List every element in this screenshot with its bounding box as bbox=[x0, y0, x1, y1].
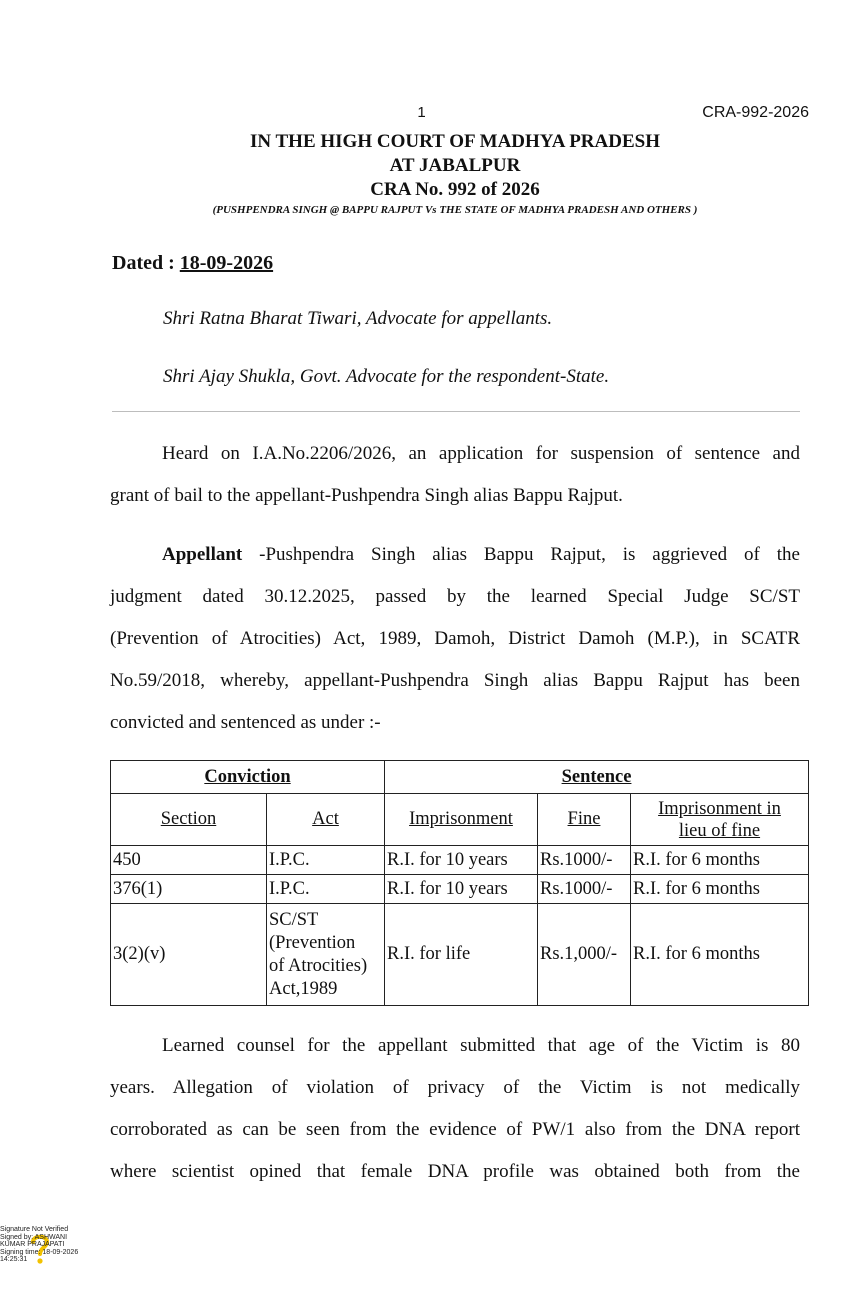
column-fine: Fine bbox=[538, 794, 631, 846]
cell-lieu: R.I. for 6 months bbox=[631, 904, 809, 1006]
advocate-appellant: Shri Ratna Bharat Tiwari, Advocate for appellants. bbox=[163, 308, 553, 329]
cell-section: 376(1) bbox=[111, 875, 267, 904]
cell-fine: Rs.1000/- bbox=[538, 875, 631, 904]
order-date-value: 18-09-2026 bbox=[179, 252, 274, 274]
paragraph-line bbox=[110, 534, 800, 576]
paragraph-line: Learned counsel for the appellant submitted that age of the Victim is 80 bbox=[162, 1035, 800, 1056]
order-date-label: Dated : bbox=[112, 252, 180, 274]
paragraph-line: grant of bail to the appellant-Pushpendra Singh alias Bappu Rajput. bbox=[110, 485, 623, 506]
digital-signature-stamp bbox=[0, 1226, 80, 1264]
cell-lieu: R.I. for 6 months bbox=[631, 875, 809, 904]
paragraph-heard bbox=[110, 433, 800, 517]
case-parties: (PUSHPENDRA SINGH @ BAPPU RAJPUT Vs THE STATE OF MADHYA PRADESH AND OTHERS ) bbox=[212, 204, 698, 216]
sentence-table bbox=[110, 760, 809, 1006]
page-number: 1 bbox=[417, 104, 426, 121]
paragraph-line: No.59/2018, whereby, appellant-Pushpendra Singh alias Bappu Rajput has been bbox=[110, 670, 800, 691]
signature-status: Signature Not Verified bbox=[0, 1226, 69, 1233]
table-row bbox=[111, 846, 809, 875]
court-bench: AT JABALPUR bbox=[389, 155, 521, 176]
cell-act: SC/ST (Prevention of Atrocities) Act,1989 bbox=[267, 904, 385, 1006]
cell-act: I.P.C. bbox=[267, 875, 385, 904]
cell-section: 450 bbox=[111, 846, 267, 875]
conviction-header: Conviction bbox=[111, 761, 385, 794]
paragraph-line: years. Allegation of violation of privacy of the Victim is not medically bbox=[110, 1077, 800, 1098]
paragraph-text: -Pushpendra Singh alias Bappu Rajput, is aggrieved of the bbox=[242, 544, 800, 565]
paragraph-line: convicted and sentenced as under :- bbox=[110, 712, 381, 733]
paragraph-line: corroborated as can be seen from the evidence of PW/1 also from the DNA report bbox=[110, 1119, 800, 1140]
case-reference: CRA-992-2026 bbox=[702, 104, 809, 121]
paragraph-appellant bbox=[110, 534, 800, 744]
case-number: CRA No. 992 of 2026 bbox=[370, 179, 540, 200]
sentence-header: Sentence bbox=[385, 761, 809, 794]
cell-fine: Rs.1000/- bbox=[538, 846, 631, 875]
cell-lieu: R.I. for 6 months bbox=[631, 846, 809, 875]
paragraph-submission bbox=[110, 1025, 800, 1193]
paragraph-line: judgment dated 30.12.2025, passed by the learned Special Judge SC/ST bbox=[110, 586, 800, 607]
cell-fine: Rs.1,000/- bbox=[538, 904, 631, 1006]
cell-act: I.P.C. bbox=[267, 846, 385, 875]
signature-signer-name: KUMAR PRAJAPATI bbox=[0, 1241, 65, 1248]
table-row bbox=[111, 875, 809, 904]
column-lieu-of-fine: Imprisonment in lieu of fine bbox=[631, 794, 809, 846]
cell-imprisonment: R.I. for life bbox=[385, 904, 538, 1006]
table-column-header bbox=[111, 794, 809, 846]
court-name: IN THE HIGH COURT OF MADHYA PRADESH bbox=[249, 131, 660, 152]
column-section: Section bbox=[111, 794, 267, 846]
appellant-label: Appellant bbox=[162, 544, 243, 565]
paragraph-line: where scientist opined that female DNA profile was obtained both from the bbox=[110, 1161, 800, 1182]
divider bbox=[112, 411, 800, 412]
signature-signer: Signed by: ASHWANI bbox=[0, 1233, 68, 1241]
column-imprisonment: Imprisonment bbox=[385, 794, 538, 846]
cell-section: 3(2)(v) bbox=[111, 904, 267, 1006]
order-date bbox=[112, 252, 273, 275]
cell-imprisonment: R.I. for 10 years bbox=[385, 846, 538, 875]
table-row bbox=[111, 904, 809, 1006]
column-act: Act bbox=[267, 794, 385, 846]
advocate-respondent: Shri Ajay Shukla, Govt. Advocate for the respondent-State. bbox=[163, 366, 610, 387]
paragraph-line: (Prevention of Atrocities) Act, 1989, Damoh, District Damoh (M.P.), in SCATR bbox=[110, 628, 800, 649]
signature-time-clock: 14:25:31 bbox=[0, 1256, 28, 1263]
table-group-header bbox=[111, 761, 809, 794]
signature-time: Signing time: 18-09-2026 bbox=[0, 1248, 79, 1256]
paragraph-line: Heard on I.A.No.2206/2026, an application for suspension of sentence and bbox=[162, 443, 800, 464]
cell-imprisonment: R.I. for 10 years bbox=[385, 875, 538, 904]
